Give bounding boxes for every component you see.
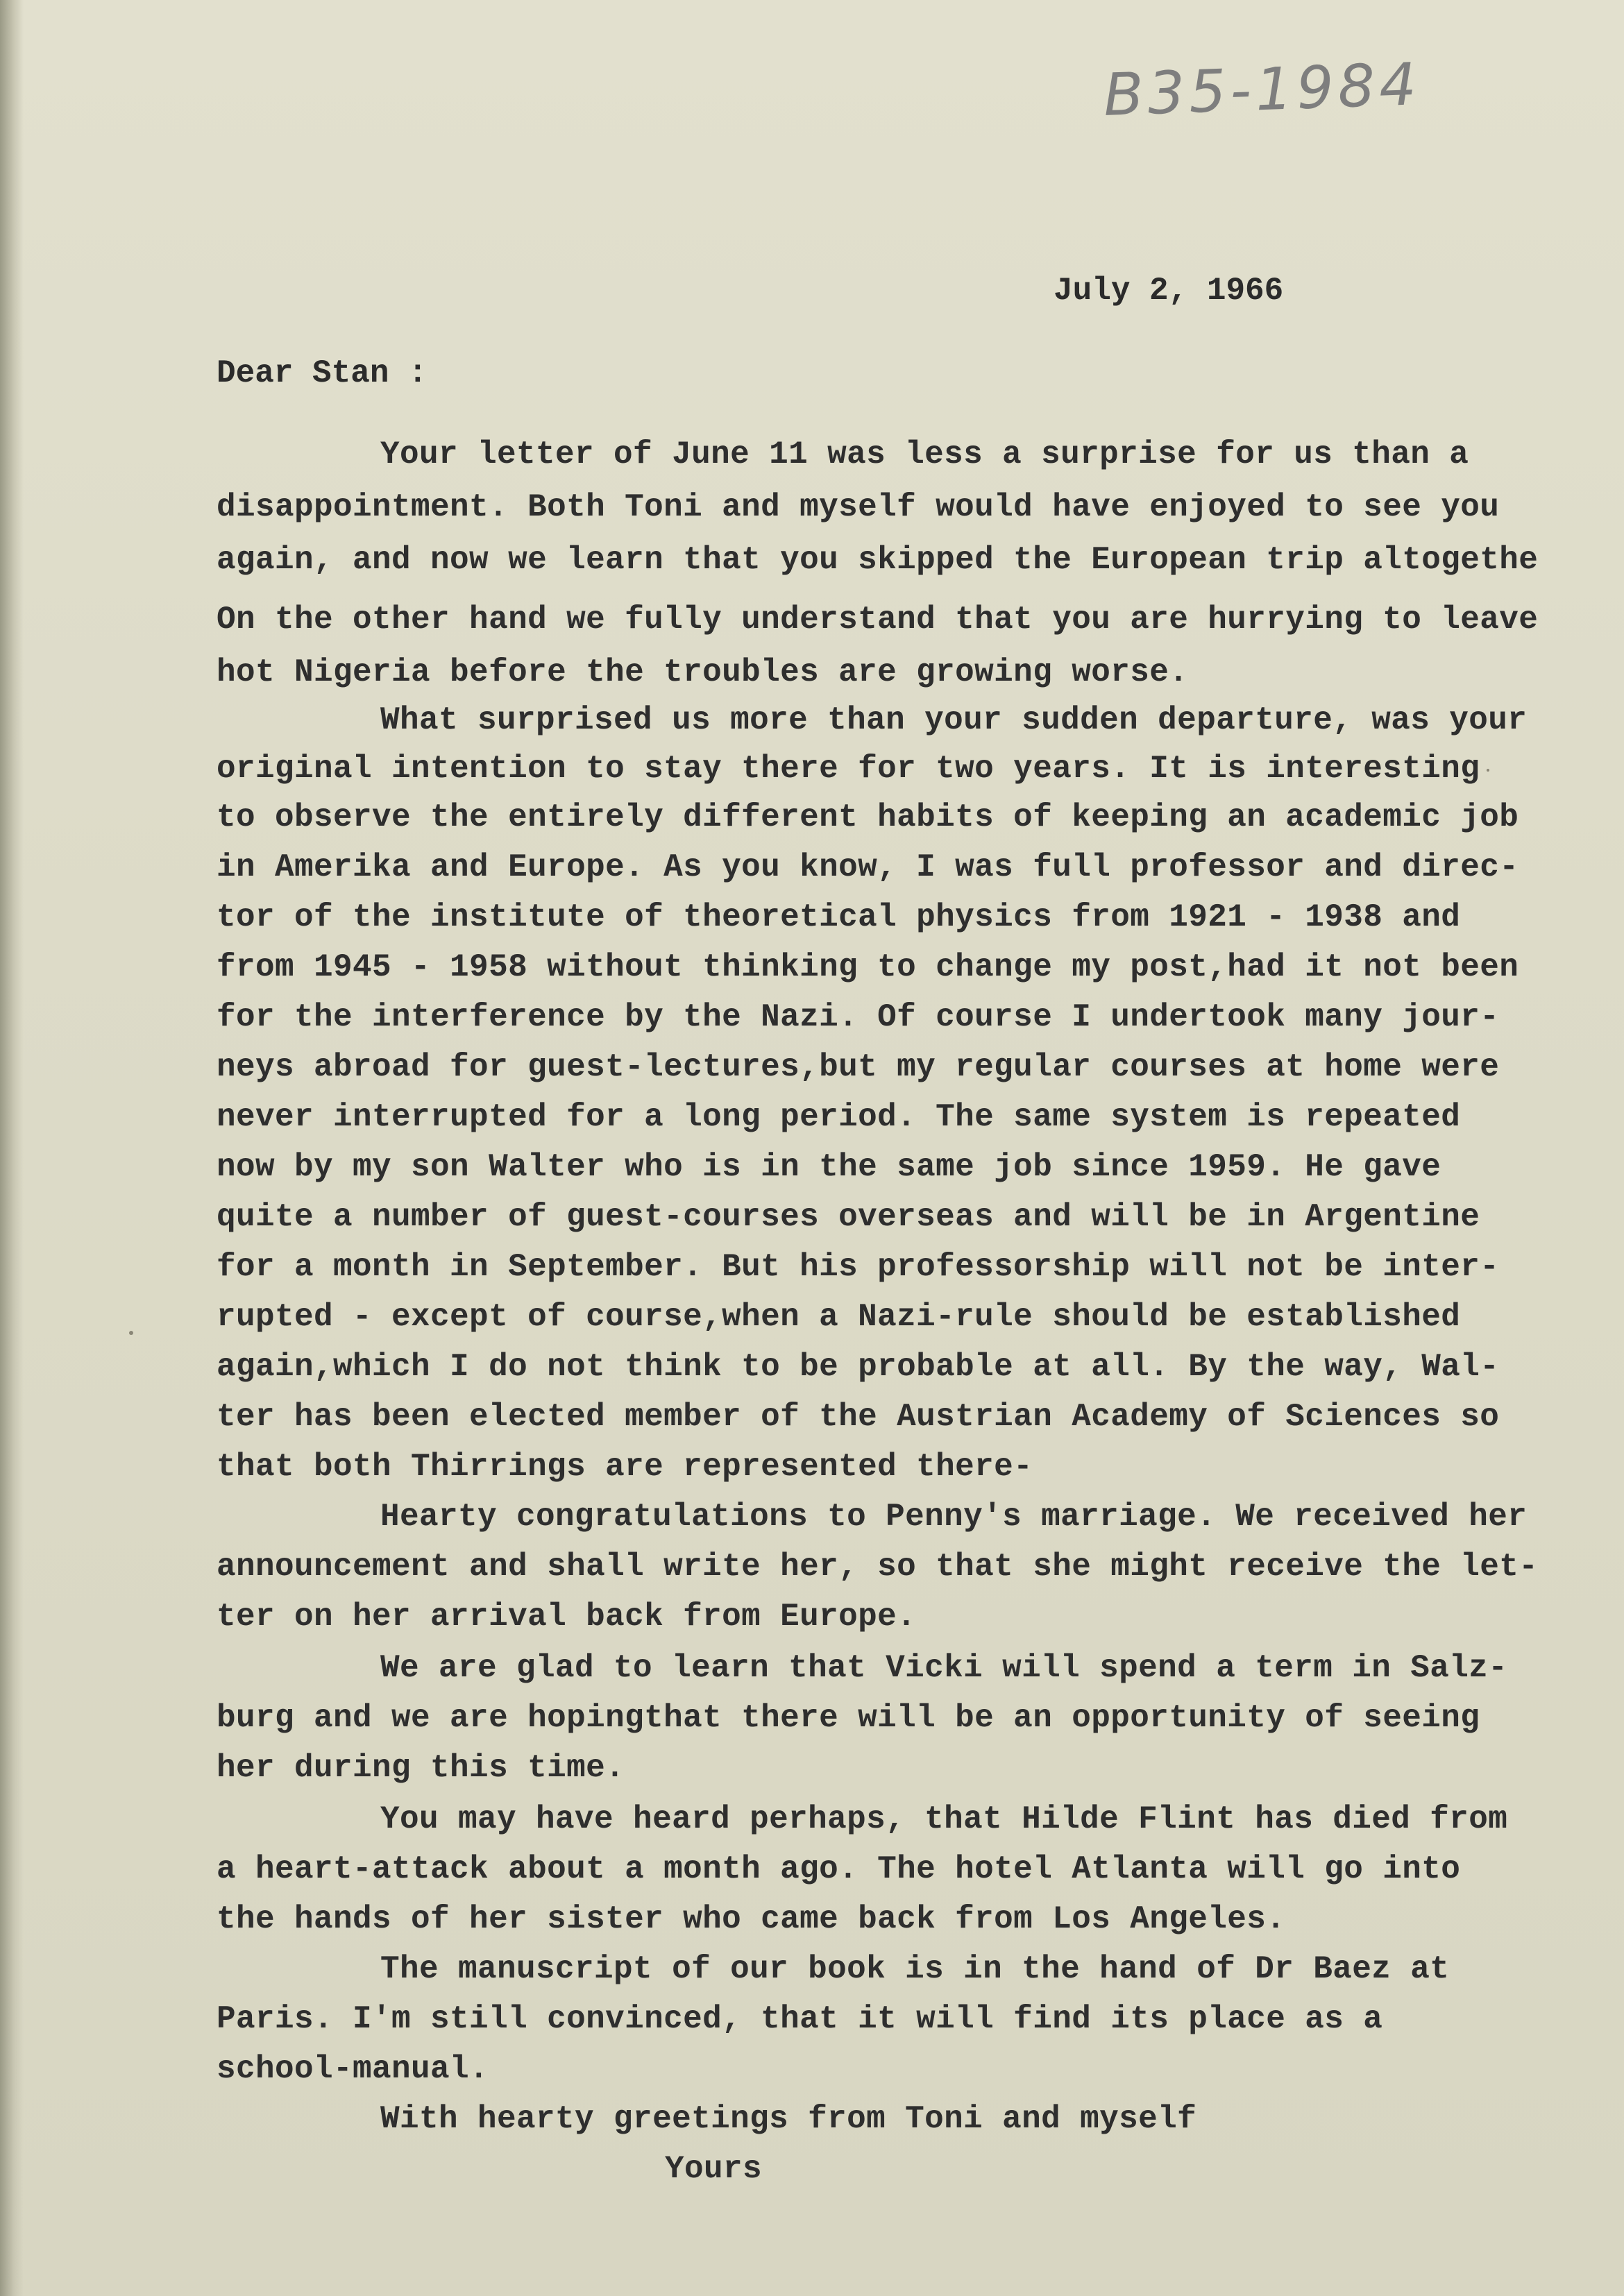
body-line: On the other hand we fully understand that you are hurrying to leave bbox=[217, 602, 1539, 638]
body-line: from 1945 - 1958 without thinking to change my post,had it not been bbox=[217, 949, 1519, 985]
body-line: for a month in September. But his professorship will not be inter- bbox=[217, 1249, 1500, 1285]
body-line: original intention to stay there for two years. It is interesting bbox=[217, 751, 1480, 787]
archive-number-annotation: B35-1984 bbox=[1102, 50, 1422, 129]
body-line: never interrupted for a long period. The same system is repeated bbox=[217, 1099, 1461, 1135]
body-line: a heart-attack about a month ago. The hotel Atlanta will go into bbox=[217, 1851, 1461, 1887]
salutation: Dear Stan : bbox=[217, 355, 428, 391]
body-line: in Amerika and Europe. As you know, I was full professor and direc- bbox=[217, 849, 1519, 885]
paper-edge-shadow bbox=[0, 0, 24, 2296]
body-line: burg and we are hopingthat there will be an opportunity of seeing bbox=[217, 1700, 1480, 1736]
body-line: Your letter of June 11 was less a surprise for us than a bbox=[380, 436, 1469, 473]
body-line: her during this time. bbox=[217, 1750, 625, 1786]
body-line: You may have heard perhaps, that Hilde Flint has died from bbox=[380, 1801, 1508, 1837]
body-line: that both Thirrings are represented there- bbox=[217, 1449, 1033, 1485]
body-line: Hearty congratulations to Penny's marriage. We received her bbox=[380, 1499, 1528, 1535]
paper-speck bbox=[1487, 769, 1489, 772]
body-line: the hands of her sister who came back from Los Angeles. bbox=[217, 1901, 1286, 1937]
body-line: now by my son Walter who is in the same job since 1959. He gave bbox=[217, 1149, 1441, 1185]
body-line: With hearty greetings from Toni and myself bbox=[380, 2101, 1197, 2137]
body-line: Paris. I'm still convinced, that it will find its place as a bbox=[217, 2001, 1383, 2037]
body-line: school-manual. bbox=[217, 2051, 489, 2087]
body-line: neys abroad for guest-lectures,but my regular courses at home were bbox=[217, 1049, 1500, 1085]
body-line: again, and now we learn that you skipped the European trip altogethe bbox=[217, 542, 1539, 578]
body-line: disappointment. Both Toni and myself would have enjoyed to see you bbox=[217, 489, 1500, 525]
body-line: rupted - except of course,when a Nazi-rule should be established bbox=[217, 1299, 1461, 1335]
closing-signature-line: Yours bbox=[665, 2151, 763, 2187]
body-line: We are glad to learn that Vicki will spend a term in Salz- bbox=[380, 1650, 1508, 1686]
body-line: again,which I do not think to be probable at all. By the way, Wal- bbox=[217, 1349, 1500, 1385]
body-line: quite a number of guest-courses overseas and will be in Argentine bbox=[217, 1199, 1480, 1235]
body-line: hot Nigeria before the troubles are growing worse. bbox=[217, 654, 1189, 690]
paper-speck bbox=[129, 1331, 133, 1335]
body-line: for the interference by the Nazi. Of course I undertook many jour- bbox=[217, 999, 1500, 1035]
body-line: ter on her arrival back from Europe. bbox=[217, 1599, 917, 1635]
body-line: ter has been elected member of the Austrian Academy of Sciences so bbox=[217, 1399, 1500, 1435]
body-line: The manuscript of our book is in the hand of Dr Baez at bbox=[380, 1951, 1450, 1987]
body-line: to observe the entirely different habits of keeping an academic job bbox=[217, 799, 1519, 835]
letter-date: July 2, 1966 bbox=[1054, 273, 1284, 309]
body-line: What surprised us more than your sudden departure, was your bbox=[380, 702, 1528, 738]
body-line: tor of the institute of theoretical physics from 1921 - 1938 and bbox=[217, 899, 1461, 935]
body-line: announcement and shall write her, so that she might receive the let- bbox=[217, 1549, 1539, 1585]
